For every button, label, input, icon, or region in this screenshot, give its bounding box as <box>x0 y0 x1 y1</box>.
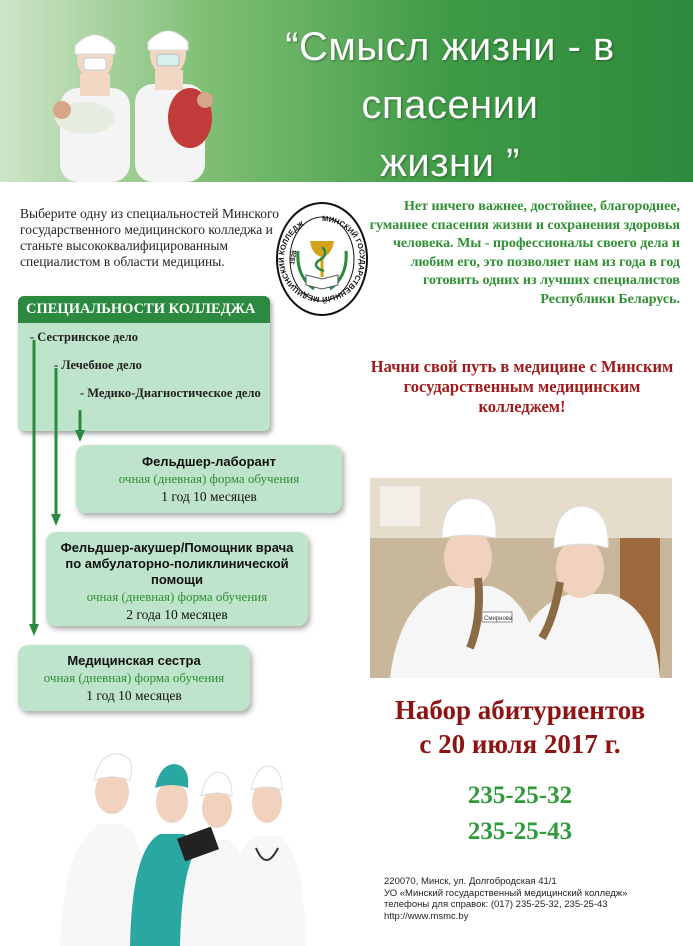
call-to-action: Начни свой путь в медицине с Минским государственным медицинским колледжем! <box>370 357 674 416</box>
footer-contacts <box>384 876 684 922</box>
course-duration: 1 год 10 месяцев <box>161 489 257 504</box>
course-title: Медицинская сестра <box>67 653 201 668</box>
phone-numbers <box>420 778 620 850</box>
headline-line-1: “Смысл жизни - в спасении <box>285 25 615 127</box>
footer-address: 220070, Минск, ул. Долгобродская 41/1 <box>384 876 557 887</box>
admission-announcement <box>350 693 690 761</box>
header-banner <box>0 0 693 182</box>
course-form: очная (дневная) форма обучения <box>86 589 268 604</box>
specialties-header <box>18 296 270 323</box>
intro-text: Выберите одну из специальностей Минского государственного медицинского колледжа и станьте высококвалифицированным специалистом в области медицины. <box>20 206 279 269</box>
footer-url[interactable]: http://www.msmc.by <box>384 910 469 922</box>
course-duration: 2 года 10 месяцев <box>126 607 228 622</box>
motto-text: Нет ничего важнее, достойнее, благороднее, гуманнее спасения жизни и сохранения здоровья человека. Мы - профессионалы своего дела и любим его, это позволяет нам из года в год готовить одних из лучших специалистов Республики Беларусь. <box>369 199 680 307</box>
headline-line-2: жизни ” <box>380 141 520 182</box>
name-badge: Смирнова <box>484 616 513 622</box>
phone-number: 235-25-43 <box>467 818 573 845</box>
course-title: Фельдшер-акушер/Помощник врача по амбулаторно-поликлинической помощи <box>60 540 294 587</box>
phone-number: 235-25-32 <box>467 782 573 809</box>
specialty-item: - Медико-Диагностическое дело <box>80 386 261 400</box>
course-form: очная (дневная) форма обучения <box>118 471 300 486</box>
specialty-item: - Сестринское дело <box>30 330 139 344</box>
group-of-nurses-photo <box>60 752 310 946</box>
course-title: Фельдшер-лаборант <box>141 454 276 469</box>
college-emblem <box>276 201 368 325</box>
nurses-with-babies-photo <box>40 18 215 182</box>
course-card-paramedic <box>46 532 308 626</box>
course-card-lab <box>76 445 342 513</box>
course-form: очная (дневная) форма обучения <box>43 670 225 685</box>
admission-line-1: Набор абитуриентов <box>394 695 646 725</box>
headline <box>215 18 685 182</box>
specialties-title: СПЕЦИАЛЬНОСТИ КОЛЛЕДЖА <box>26 301 256 317</box>
course-duration: 1 год 10 месяцев <box>86 688 182 703</box>
emblem-ring-text: МИНСКИЙ ГОСУДАРСТВЕННЫЙ МЕДИЦИНСКИЙ КОЛЛЕДЖ <box>276 213 368 305</box>
students-photo <box>370 478 672 678</box>
specialty-item: - Лечебное дело <box>54 358 142 372</box>
admission-line-2: с 20 июля 2017 г. <box>419 729 621 759</box>
footer-org: УО «Минский государственный медицинский колледж» <box>384 887 628 899</box>
course-card-nurse <box>18 645 250 711</box>
emblem-year: 1928 <box>289 249 299 266</box>
footer-phones: телефоны для справок: (017) 235-25-32, 235-25-43 <box>384 899 608 910</box>
